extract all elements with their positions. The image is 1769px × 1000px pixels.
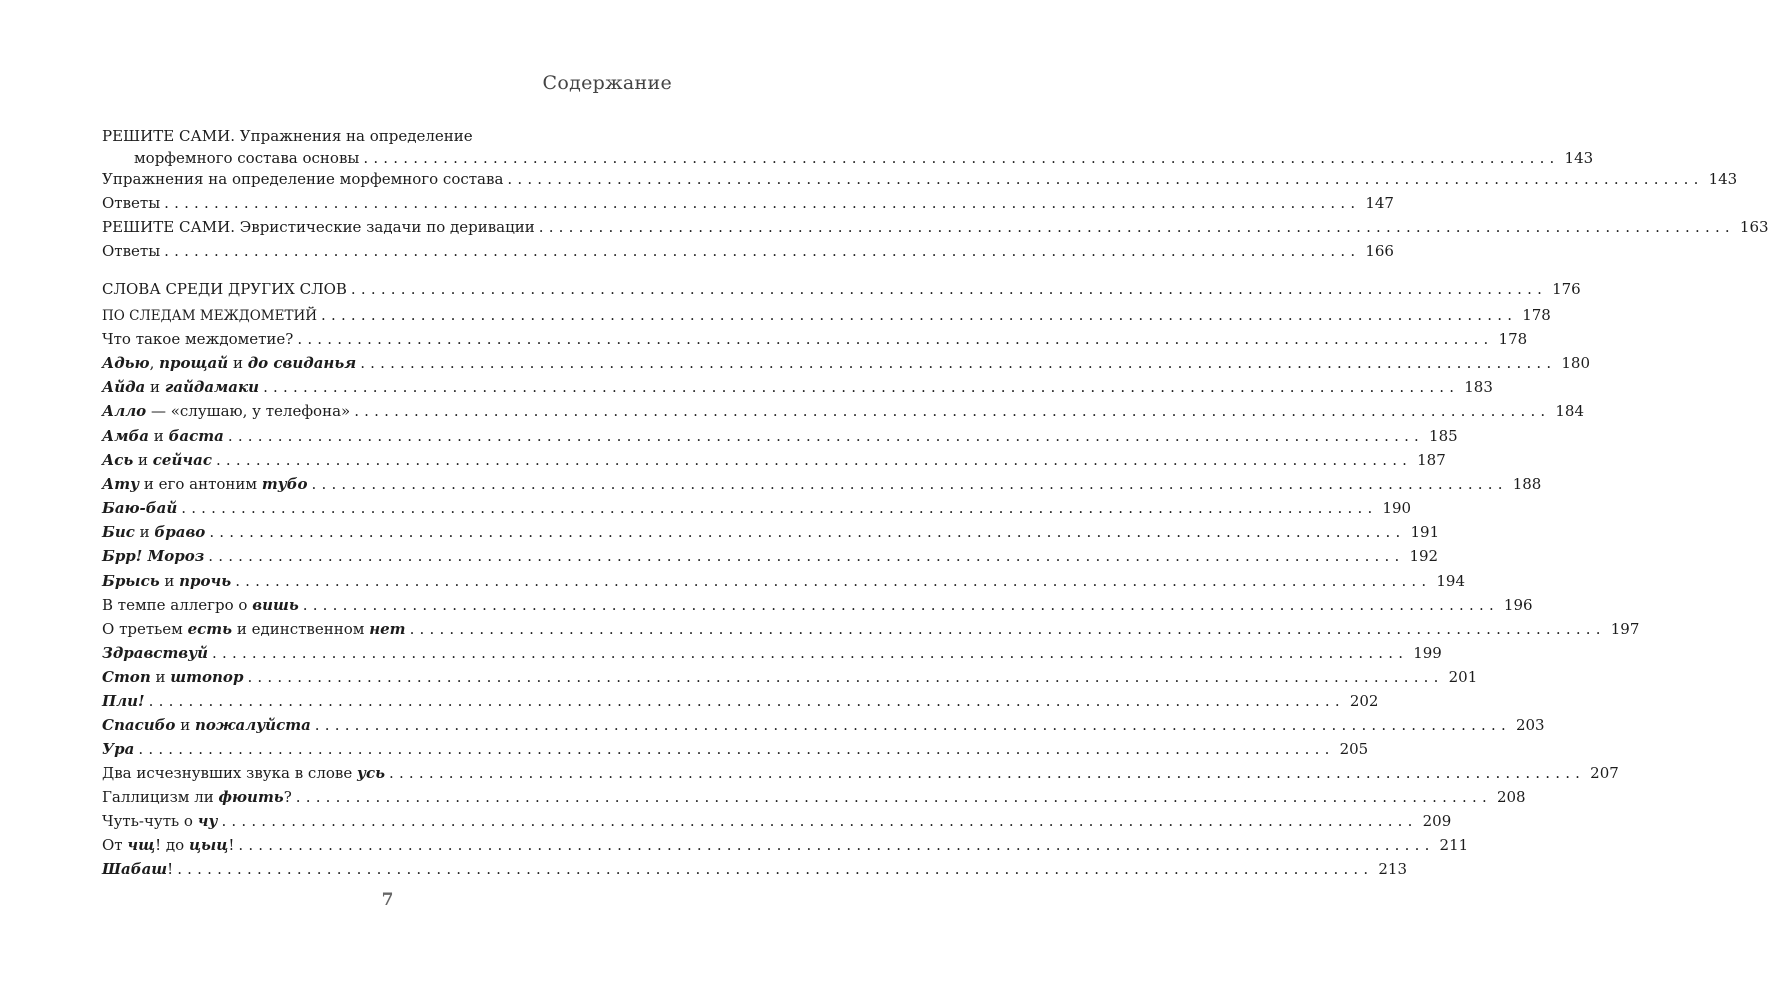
toc-keyword: Алло <box>102 402 147 420</box>
toc-keyword: гайдамаки <box>164 378 260 396</box>
toc-keyword: фюить <box>218 788 284 806</box>
toc-text-fragment: и единственном <box>232 620 370 638</box>
toc-text-fragment: Галлицизм ли <box>102 788 219 806</box>
toc-text-fragment: и <box>175 716 195 734</box>
toc-entry-title <box>102 376 259 398</box>
toc-entry-title <box>102 762 385 784</box>
toc-text-fragment: СЛОВА СРЕДИ ДРУГИХ СЛОВ <box>102 280 347 298</box>
toc-entry-title <box>102 810 217 832</box>
toc-entry[interactable] <box>102 738 1369 760</box>
toc-page-number: 207 <box>1590 764 1619 782</box>
toc-entry-title <box>102 278 347 300</box>
toc-entry[interactable] <box>102 545 1439 567</box>
toc-text-fragment: В темпе аллегро о <box>102 596 253 614</box>
toc-entry-title <box>102 328 293 350</box>
toc-text-fragment: РЕШИТЕ САМИ. Эвристические задачи по деривации <box>102 218 535 236</box>
toc-keyword: Шабаш <box>102 860 168 878</box>
toc-keyword: прощай <box>159 354 229 372</box>
toc-keyword: нет <box>369 620 406 638</box>
toc-keyword: Ась <box>102 451 134 469</box>
toc-page-number: 203 <box>1515 716 1545 734</box>
dot-leader: ........................................................................................................................ <box>212 644 1409 662</box>
toc-entry[interactable] <box>102 192 1394 214</box>
toc-text-fragment: ! <box>167 860 174 878</box>
toc-keyword: до свиданья <box>247 354 357 372</box>
dot-leader: ........................................................................................................................ <box>181 499 1378 517</box>
dot-leader: ........................................................................................................................ <box>538 218 1735 236</box>
toc-entry-title <box>102 521 205 543</box>
toc-page-number: 196 <box>1503 596 1533 614</box>
toc-page-number: 211 <box>1439 836 1469 854</box>
toc-page-number: 178 <box>1522 306 1551 324</box>
toc-entry[interactable] <box>102 425 1458 447</box>
toc-entry-title <box>102 570 231 592</box>
toc-keyword: Пли! <box>102 692 145 710</box>
toc-keyword: браво <box>154 523 206 541</box>
dot-leader: ........................................................................................................................ <box>221 812 1418 830</box>
toc-entry-title <box>102 738 134 760</box>
dot-leader: ........................................................................................................................ <box>354 402 1551 420</box>
toc-text-fragment: Упражнения на определение морфемного состава <box>102 170 504 188</box>
toc-entry[interactable] <box>102 216 1769 238</box>
toc-entry-title <box>102 714 311 736</box>
toc-page-number: 197 <box>1610 620 1640 638</box>
toc-text-fragment: Что такое междометие? <box>102 330 294 348</box>
toc-keyword: тубо <box>261 475 308 493</box>
toc-page-number: 166 <box>1365 242 1394 260</box>
toc-entry[interactable] <box>102 786 1526 808</box>
dot-leader: ........................................................................................................................ <box>148 692 1345 710</box>
toc-keyword: Бис <box>102 523 135 541</box>
toc-keyword: Здравствуй <box>102 644 209 662</box>
toc-entry[interactable] <box>102 376 1493 398</box>
toc-text-fragment: ! <box>228 836 235 854</box>
toc-keyword: сейчас <box>152 451 212 469</box>
toc-page-number: 143 <box>1564 149 1594 167</box>
toc-page-number: 205 <box>1339 740 1369 758</box>
toc-entry[interactable] <box>102 594 1533 616</box>
toc-keyword: чу <box>197 812 218 830</box>
toc-entry[interactable] <box>102 168 1738 190</box>
dot-leader: ........................................................................................................................ <box>388 764 1586 782</box>
toc-entry-title <box>102 642 208 664</box>
toc-page-number: 180 <box>1561 354 1590 372</box>
toc-text-fragment: Чуть-чуть о <box>102 812 198 830</box>
dot-leader: ........................................................................................................................ <box>314 716 1511 734</box>
dot-leader: ........................................................................................................................ <box>360 354 1557 372</box>
toc-entry[interactable] <box>102 473 1542 495</box>
toc-page-number: 176 <box>1552 280 1581 298</box>
toc-page-number: 208 <box>1496 788 1526 806</box>
toc-entry[interactable] <box>102 304 1551 327</box>
toc-entry-title <box>102 168 503 190</box>
toc-keyword: Брысь <box>102 572 160 590</box>
toc-page-number: 185 <box>1429 427 1458 445</box>
page-number: 7 <box>381 890 394 910</box>
dot-leader: ........................................................................................................................ <box>227 427 1425 445</box>
dot-leader: ........................................................................................................................ <box>247 668 1444 686</box>
toc-text-fragment: и его антоним <box>139 475 262 493</box>
toc-page-number: 147 <box>1365 194 1394 212</box>
toc-text-fragment: Два исчезнувших звука в слове <box>102 764 357 782</box>
toc-keyword: Ату <box>102 475 140 493</box>
toc-page-number: 194 <box>1436 572 1465 590</box>
running-header-title: Содержание <box>542 72 672 94</box>
toc-text-fragment: ПО СЛЕДАМ МЕЖДОМЕТИЙ <box>102 308 318 324</box>
toc-entry-title <box>102 545 204 567</box>
toc-entry-title <box>102 786 292 808</box>
toc-text-fragment: и <box>159 572 180 590</box>
dot-leader: ........................................................................................................................ <box>350 280 1548 298</box>
toc-keyword: Стоп <box>102 668 151 686</box>
toc-keyword: Спасибо <box>102 716 176 734</box>
toc-entry-title <box>102 834 234 856</box>
toc-entry-title-line1: РЕШИТЕ САМИ. Упражнения на определение <box>102 127 473 145</box>
toc-page-number: 187 <box>1417 451 1446 469</box>
toc-page-number: 183 <box>1464 378 1493 396</box>
toc-text-fragment: и <box>133 451 153 469</box>
dot-leader: ........................................................................................................................ <box>164 194 1361 212</box>
toc-page-number: 163 <box>1739 218 1769 236</box>
toc-keyword: есть <box>187 620 233 638</box>
toc-entry[interactable] <box>102 352 1590 374</box>
toc-entry[interactable] <box>102 714 1545 736</box>
toc-text-fragment: Ответы <box>102 242 161 260</box>
toc-entry-title <box>102 618 406 640</box>
toc-page-number: 178 <box>1498 330 1528 348</box>
toc-entry[interactable] <box>102 328 1528 350</box>
toc-keyword: вишь <box>252 596 299 614</box>
dot-leader: ........................................................................................................................ <box>321 306 1518 324</box>
toc-text-fragment: и <box>150 668 171 686</box>
toc-page-number: 201 <box>1448 668 1478 686</box>
toc-keyword: Адью <box>102 354 150 372</box>
toc-keyword: пожалуйста <box>195 716 311 734</box>
toc-page-number: 202 <box>1349 692 1379 710</box>
toc-entry[interactable] <box>102 618 1640 640</box>
dot-leader: ........................................................................................................................ <box>311 475 1508 493</box>
toc-entry[interactable] <box>102 834 1469 856</box>
toc-entry[interactable] <box>102 666 1478 688</box>
dot-leader: ........................................................................................................................ <box>215 451 1413 469</box>
toc-entry-title <box>102 240 160 262</box>
dot-leader: ........................................................................................................................ <box>238 836 1435 854</box>
toc-entry-title <box>102 400 350 422</box>
toc-text-fragment: — «слушаю, у телефона» <box>146 402 351 420</box>
toc-entry[interactable] <box>102 762 1619 784</box>
toc-entry-title <box>102 449 212 471</box>
toc-text-fragment: , <box>149 354 160 372</box>
dot-leader: ........................................................................................................................ <box>363 149 1560 167</box>
toc-entry[interactable] <box>102 690 1379 712</box>
toc-entry-title: морфемного состава основы <box>134 149 360 167</box>
toc-entry-title <box>102 690 145 712</box>
toc-text-fragment: Ответы <box>102 194 161 212</box>
toc-text-fragment: и <box>149 427 169 445</box>
dot-leader: ........................................................................................................................ <box>302 596 1499 614</box>
toc-entry[interactable] <box>102 642 1442 664</box>
toc-keyword: Айда <box>102 378 146 396</box>
dot-leader: ........................................................................................................................ <box>138 740 1335 758</box>
dot-leader: ........................................................................................................................ <box>164 242 1361 260</box>
toc-page-number: 209 <box>1422 812 1452 830</box>
toc-page-number: 143 <box>1708 170 1738 188</box>
toc-entry-title <box>102 497 177 519</box>
toc-entry[interactable] <box>102 240 1394 262</box>
toc-text-fragment: и <box>134 523 155 541</box>
toc-page-number: 199 <box>1413 644 1442 662</box>
toc-entry-title <box>102 425 224 447</box>
toc-entry[interactable] <box>102 521 1440 543</box>
toc-page-number: 188 <box>1512 475 1542 493</box>
toc-text-fragment: ? <box>283 788 292 806</box>
toc-entry[interactable] <box>102 570 1465 592</box>
toc-keyword: Амба <box>102 427 150 445</box>
toc-text-fragment: и <box>228 354 248 372</box>
toc-entry-title <box>102 304 317 327</box>
toc-page-number: 192 <box>1409 547 1439 565</box>
toc-entry-title <box>102 666 243 688</box>
toc-keyword: Ура <box>102 740 135 758</box>
toc-entry-title <box>102 216 535 238</box>
toc-page-number: 184 <box>1555 402 1585 420</box>
toc-text-fragment: От <box>102 836 128 854</box>
toc-keyword: Баю-бай <box>102 499 178 517</box>
toc-entry[interactable] <box>102 449 1446 471</box>
dot-leader: ........................................................................................................................ <box>295 788 1492 806</box>
toc-entry[interactable] <box>102 278 1581 300</box>
toc-entry-title <box>102 352 356 374</box>
toc-entry[interactable] <box>102 400 1585 422</box>
dot-leader: ........................................................................................................................ <box>409 620 1606 638</box>
toc-keyword: Брр! Мороз <box>102 547 205 565</box>
toc-keyword: чщ <box>127 836 156 854</box>
toc-keyword: штопор <box>170 668 244 686</box>
toc-entry-title <box>102 473 308 495</box>
dot-leader: ........................................................................................................................ <box>507 170 1704 188</box>
dot-leader: ........................................................................................................................ <box>209 523 1406 541</box>
toc-keyword: баста <box>168 427 224 445</box>
toc-entry-title <box>102 192 160 214</box>
toc-page-number: 213 <box>1378 860 1408 878</box>
toc-keyword: цыц <box>188 836 229 854</box>
toc-text-fragment: и <box>145 378 165 396</box>
toc-entry[interactable] <box>102 497 1412 519</box>
dot-leader: ........................................................................................................................ <box>208 547 1405 565</box>
toc-entry-title <box>102 594 299 616</box>
dot-leader: ........................................................................................................................ <box>263 378 1460 396</box>
dot-leader: ........................................................................................................................ <box>235 572 1432 590</box>
toc-page-number: 191 <box>1410 523 1440 541</box>
toc-page-number: 190 <box>1382 499 1412 517</box>
dot-leader: ........................................................................................................................ <box>297 330 1494 348</box>
toc-entry[interactable] <box>102 858 1408 880</box>
toc-entry[interactable] <box>102 810 1452 832</box>
toc-entry[interactable] <box>102 125 1594 169</box>
toc-keyword: прочь <box>179 572 232 590</box>
toc-text-fragment: ! до <box>155 836 189 854</box>
toc-entry-title <box>102 858 173 880</box>
toc-keyword: усь <box>356 764 385 782</box>
dot-leader: ........................................................................................................................ <box>177 860 1374 878</box>
toc-text-fragment: О третьем <box>102 620 188 638</box>
